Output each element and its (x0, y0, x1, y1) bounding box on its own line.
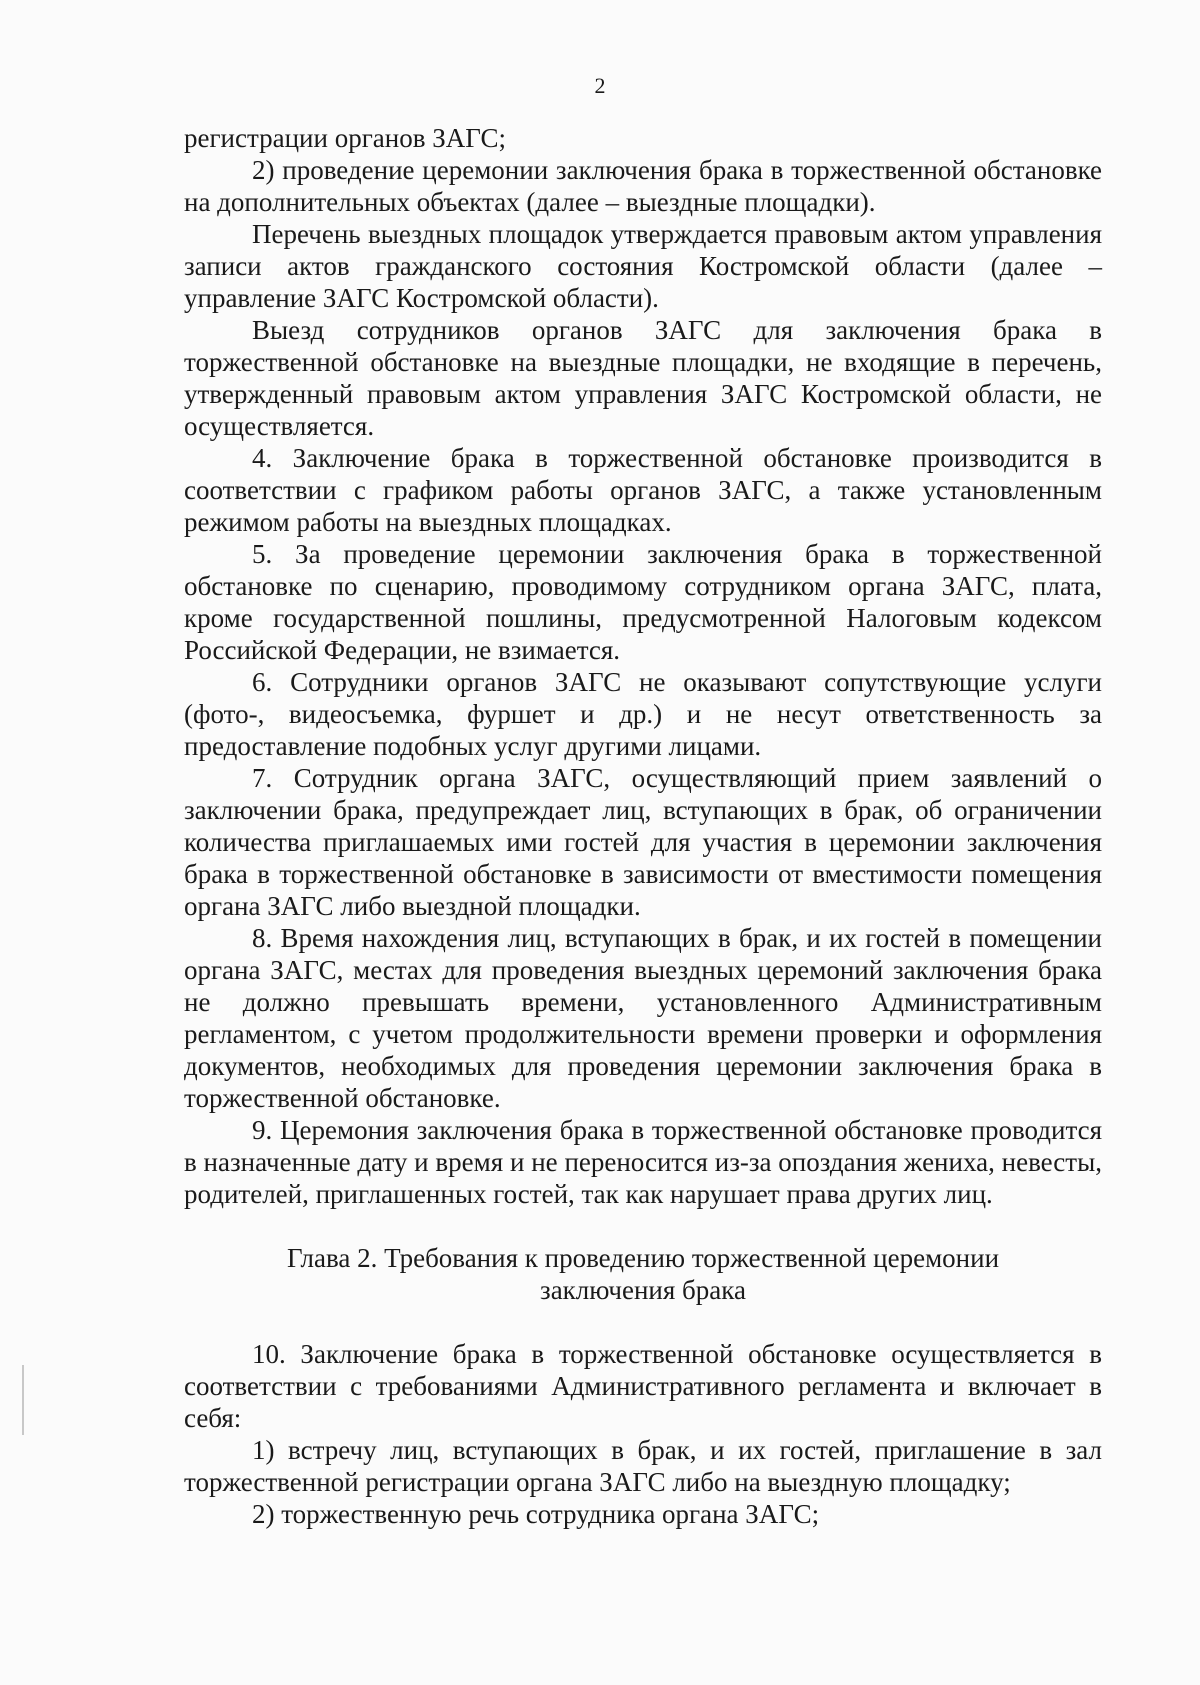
paragraph: 4. Заключение брака в торжественной обстановке производится в соответствии с графиком работы органов ЗАГС, а также установленным режимом работы на выездных площадках. (184, 443, 1102, 537)
paragraph: 2) торжественную речь сотрудника органа ЗАГС; (252, 1499, 820, 1529)
chapter-heading-line: Глава 2. Требования к проведению торжественной церемонии (286, 1243, 1000, 1273)
paragraph: регистрации органов ЗАГС; (184, 123, 506, 153)
paragraph: 5. За проведение церемонии заключения брака в торжественной обстановке по сценарию, проводимому сотрудником органа ЗАГС, плата, кроме государственной пошлины, предусмотренной Налоговым кодексом Российской Федерации, не взимается. (184, 539, 1102, 665)
paragraph: 10. Заключение брака в торжественной обстановке осуществляется в соответствии с требованиями Административного регламента и включает в себя: (184, 1339, 1102, 1433)
paragraph: 2) проведение церемонии заключения брака в торжественной обстановке на дополнительных объектах (далее – выездные площадки). (184, 155, 1102, 217)
scan-margin-mark (22, 1365, 24, 1435)
paragraph: 9. Церемония заключения брака в торжественной обстановке проводится в назначенные дату и время и не переносится из-за опоздания жениха, невесты, родителей, приглашенных гостей, так как нарушает права других лиц. (184, 1115, 1102, 1209)
chapter-heading (184, 1242, 1102, 1306)
paragraph: 6. Сотрудники органов ЗАГС не оказывают сопутствующие услуги (фото-, видеосъемка, фуршет и др.) и не несут ответственность за предоставление подобных услуг другими лицами. (184, 667, 1102, 761)
chapter-heading-line: заключения брака (540, 1275, 746, 1305)
paragraph: Выезд сотрудников органов ЗАГС для заключения брака в торжественной обстановке на выездные площадки, не входящие в перечень, утвержденный правовым актом управления ЗАГС Костромской области, не осуществляется. (184, 315, 1102, 441)
paragraph: 7. Сотрудник органа ЗАГС, осуществляющий прием заявлений о заключении брака, предупреждает лиц, вступающих в брак, об ограничении количества приглашаемых ими гостей для участия в церемонии заключения брака в торжественной обстановке в зависимости от вместимости помещения органа ЗАГС либо выездной площадки. (184, 763, 1102, 921)
paragraph: 1) встречу лиц, вступающих в брак, и их гостей, приглашение в зал торжественной регистрации органа ЗАГС либо на выездную площадку; (184, 1435, 1102, 1497)
document-body (184, 122, 1102, 1530)
paragraph: 8. Время нахождения лиц, вступающих в брак, и их гостей в помещении органа ЗАГС, местах для проведения выездных церемоний заключения брака не должно превышать времени, установленного Административным регламентом, с учетом продолжительности времени проверки и оформления документов, необходимых для проведения церемонии заключения брака в торжественной обстановке. (184, 923, 1102, 1113)
paragraph: Перечень выездных площадок утверждается правовым актом управления записи актов гражданского состояния Костромской области (далее – управление ЗАГС Костромской области). (184, 219, 1102, 313)
page-number: 2 (594, 73, 606, 98)
